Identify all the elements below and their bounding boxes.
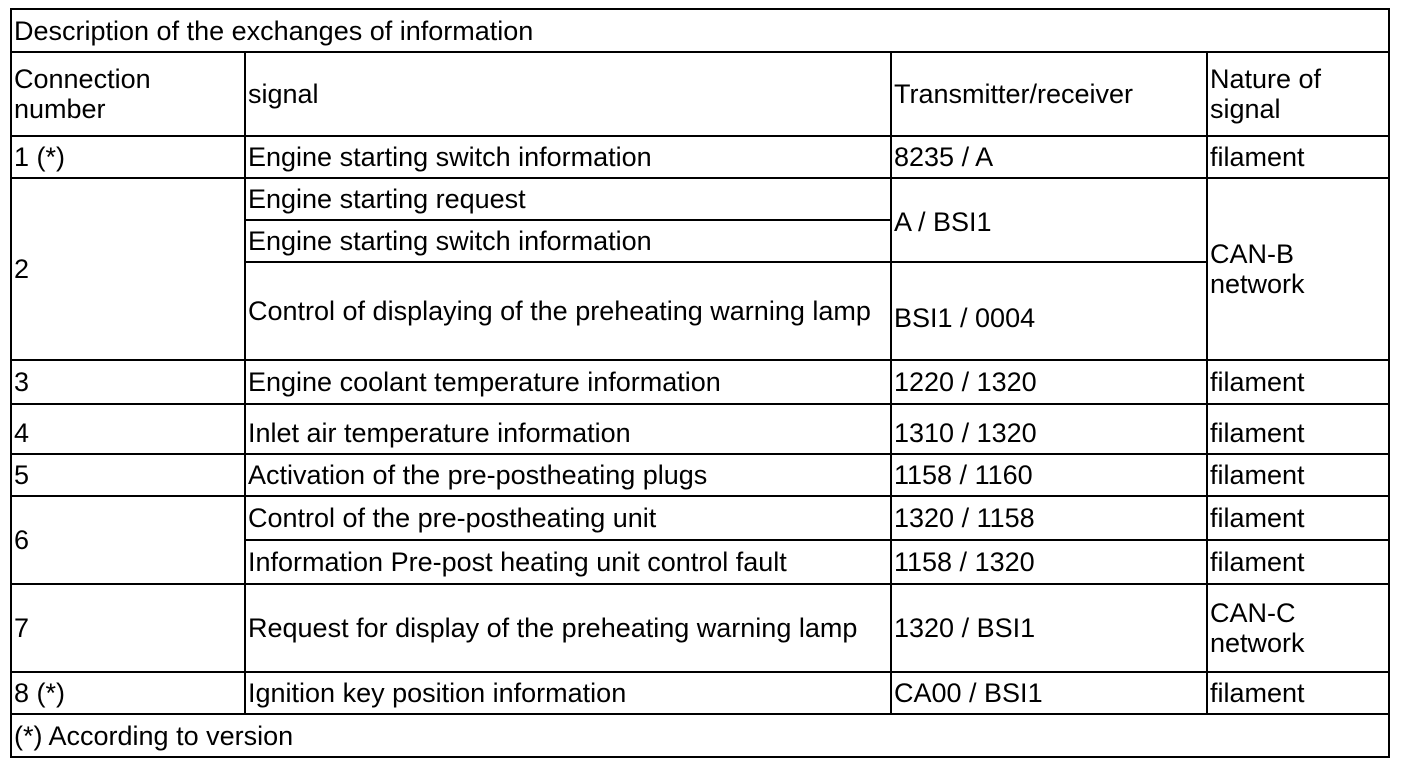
cell-nature: filament [1207,454,1389,496]
cell-signal: Activation of the pre-postheating plugs [245,454,891,496]
cell-transmitter: A / BSI1 [891,178,1207,262]
cell-signal: Ignition key position information [245,672,891,714]
cell-connection: 7 [11,584,245,672]
header-connection-number: Connection number [11,52,245,136]
table-row [11,672,1389,714]
cell-signal: Engine starting switch information [245,136,891,178]
cell-nature: filament [1207,360,1389,404]
table-title-row [11,9,1389,52]
cell-connection: 3 [11,360,245,404]
table-row [11,496,1389,540]
cell-nature: filament [1207,540,1389,584]
cell-nature: CAN-C network [1207,584,1389,672]
cell-signal: Control of the pre-postheating unit [245,496,891,540]
cell-connection: 8 (*) [11,672,245,714]
cell-nature: filament [1207,404,1389,454]
cell-nature: CAN-B network [1207,178,1389,360]
cell-signal: Control of displaying of the preheating warning lamp [245,262,891,360]
cell-transmitter: 1158 / 1160 [891,454,1207,496]
cell-transmitter: 1220 / 1320 [891,360,1207,404]
cell-connection: 6 [11,496,245,584]
table-row [11,584,1389,672]
cell-transmitter: BSI1 / 0004 [891,262,1207,360]
cell-connection: 4 [11,404,245,454]
table-row [11,454,1389,496]
table-row [11,136,1389,178]
cell-nature: filament [1207,496,1389,540]
cell-transmitter: CA00 / BSI1 [891,672,1207,714]
cell-nature: filament [1207,672,1389,714]
header-signal: signal [245,52,891,136]
table-title: Description of the exchanges of information [11,9,1389,52]
cell-signal: Engine starting switch information [245,220,891,262]
cell-transmitter: 1320 / BSI1 [891,584,1207,672]
cell-nature: filament [1207,136,1389,178]
cell-transmitter: 1158 / 1320 [891,540,1207,584]
table-row [11,404,1389,454]
cell-signal: Engine starting request [245,178,891,220]
table-row [11,178,1389,220]
cell-signal: Request for display of the preheating warning lamp [245,584,891,672]
footnote-row [11,714,1389,757]
table-footnote: (*) According to version [11,714,1389,757]
cell-connection: 5 [11,454,245,496]
cell-connection: 1 (*) [11,136,245,178]
cell-signal: Inlet air temperature information [245,404,891,454]
cell-transmitter: 1310 / 1320 [891,404,1207,454]
cell-signal: Information Pre-post heating unit control fault [245,540,891,584]
information-exchange-table [10,8,1390,758]
cell-transmitter: 8235 / A [891,136,1207,178]
header-nature-of-signal: Nature of signal [1207,52,1389,136]
header-row [11,52,1389,136]
header-transmitter-receiver: Transmitter/receiver [891,52,1207,136]
cell-transmitter: 1320 / 1158 [891,496,1207,540]
table-row [11,360,1389,404]
cell-connection: 2 [11,178,245,360]
cell-signal: Engine coolant temperature information [245,360,891,404]
